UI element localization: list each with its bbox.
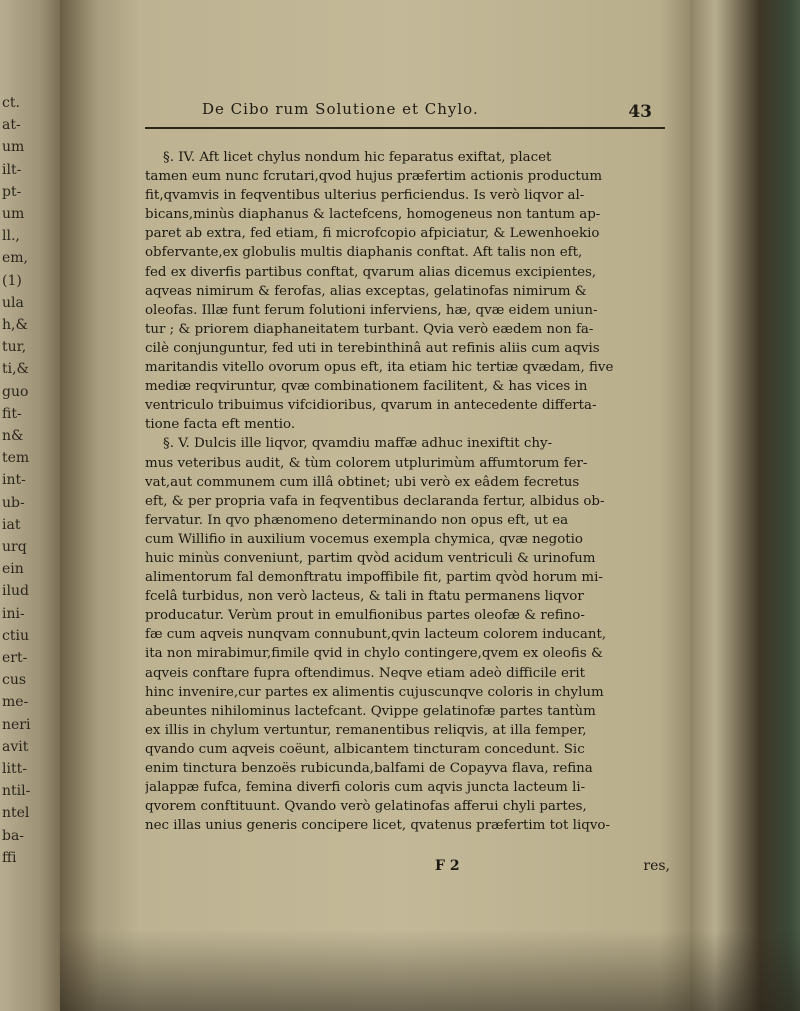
left-page-fragment: um (2, 139, 25, 156)
text-line: ita non mirabimur,fimile qvid in chylo contingere,qvem ex oleofis & (145, 646, 603, 662)
text-line: §. IV. Aft licet chylus nondum hic feparatus exiftat, placet (163, 150, 552, 165)
text-line: fed ex diverfis partibus conftat, qvarum alias dicemus excipientes, (145, 264, 597, 280)
text-line: fervatur. In qvo phænomeno determinando non opus eft, ut ea (145, 512, 569, 528)
text-line: obfervante,ex globulis multis diaphanis conftat. Aft talis non eft, (145, 245, 583, 261)
text-line: eft, & per propria vafa in feqventibus declaranda fertur, albidus ob- (145, 493, 605, 509)
left-page-fragment: ub- (2, 494, 25, 511)
left-page-fragment: ula (2, 294, 24, 311)
left-page-fragment: litt- (2, 761, 27, 777)
text-line: paret ab extra, fed etiam, fi microfcopio afpiciatur, & Lewenhoekio (145, 226, 600, 242)
text-line: cilè conjunguntur, fed uti in terebinthinâ aut refinis aliis cum aqvis (145, 340, 600, 356)
text-line: maritandis vitello ovorum opus eft, ita etiam hic tertiæ qvædam, five (145, 360, 614, 376)
text-line: mediæ reqviruntur, qvæ combinationem facilitent, & has vices in (145, 379, 588, 395)
text-line: cum Willifio in auxilium vocemus exempla chymica, qvæ negotio (145, 531, 583, 547)
text-line: ex illis in chylum vertuntur, remanentibus reliqvis, at illa femper, (145, 722, 587, 738)
text-line: tur ; & priorem diaphaneitatem turbant. Qvia verò eædem non fa- (145, 321, 594, 337)
left-page-fragment: ein (2, 561, 24, 578)
signature-mark: F 2 (435, 858, 460, 874)
text-line: tione facta eft mentio. (145, 417, 296, 433)
catchword: res, (643, 858, 670, 874)
left-page-fragment: ilt- (2, 161, 22, 178)
running-title: De Cibo rum Solutione et Chylo. (202, 100, 479, 118)
text-line: alimentorum fal demonftratu impoffibile fit, partim qvòd horum mi- (145, 570, 603, 586)
page-number: 43 (628, 102, 652, 122)
left-page-fragment: um (2, 206, 25, 222)
left-page-fragment: tem (2, 450, 30, 467)
text-line: nec illas unius generis concipere licet, qvatenus præfertim tot liqvo- (145, 818, 610, 834)
left-page-fragment: ti,& (2, 361, 30, 378)
left-page-fragment: n& (2, 428, 24, 444)
left-page-fragment: guo (2, 383, 29, 400)
left-page-fragment: cus (2, 672, 27, 689)
left-page-fragment: fit- (2, 405, 22, 422)
text-line: hinc invenire,cur partes ex alimentis cujuscunqve coloris in chylum (145, 684, 604, 700)
text-line: qvando cum aqveis coëunt, albicantem tincturam concedunt. Sic (145, 741, 585, 757)
left-page-fragment: em, (2, 250, 29, 267)
text-line: ventriculo tribuimus vifcidioribus, qvarum in antecedente differta- (145, 398, 597, 414)
text-line: qvorem conftituunt. Qvando verò gelatinofas afferui chyli partes, (145, 799, 587, 815)
text-line: fit,qvamvis in feqventibus ulterius perficiendus. Is verò liqvor al- (145, 188, 585, 204)
left-page-fragment: pt- (2, 183, 22, 200)
text-line: aqveis conftare fupra oftendimus. Neqve etiam adeò difficile erit (145, 665, 586, 681)
left-page-edge (0, 0, 60, 1011)
bottom-shadow (60, 930, 800, 1011)
right-page-edge (690, 0, 800, 1011)
text-line: enim tinctura benzoës rubicunda,balfami de Copayva flava, refina (145, 761, 593, 776)
text-line: huic minùs conveniunt, partim qvòd acidum ventriculi & urinofum (145, 550, 596, 566)
text-line: aqveas nimirum & ferofas, alias exceptas, gelatinofas nimirum & (145, 283, 587, 299)
left-page-fragment: ct. (2, 95, 20, 111)
text-line: bicans,minùs diaphanus & lactefcens, homogeneus non tantum ap- (145, 207, 601, 223)
left-page-fragment: int- (2, 472, 26, 489)
text-line: §. V. Dulcis ille liqvor, qvamdiu maffæ adhuc inexiftit chy- (163, 436, 553, 452)
left-page-fragment: tur, (2, 339, 27, 356)
text-line: fæ cum aqveis nunqvam connubunt,qvin lacteum colorem inducant, (145, 627, 607, 643)
left-page-fragment: avit (2, 738, 29, 755)
left-page-fragment: ini- (2, 605, 25, 622)
left-page-fragment: ntel (2, 805, 30, 822)
left-page-fragment: (1) (2, 272, 22, 289)
text-line: oleofas. Illæ funt ferum folutioni inferviens, hæ, qvæ eidem uniun- (145, 302, 598, 318)
left-page-fragment: ctiu (2, 627, 29, 644)
left-page-fragment: h,& (2, 317, 28, 333)
text-line: tamen eum nunc fcrutari,qvod hujus præfertim actionis productum (145, 169, 603, 185)
left-page-fragment: ilud (2, 583, 29, 600)
text-line: fcelâ turbidus, non verò lacteus, & tali in ftatu permanens liqvor (145, 589, 584, 605)
left-page-fragment: ert- (2, 650, 28, 666)
page-footer (145, 858, 680, 878)
left-page-fragment: iat (2, 516, 21, 533)
text-line: producatur. Verùm prout in emulfionibus partes oleofæ & refino- (145, 608, 585, 624)
left-page-fragment: ll., (2, 228, 20, 245)
text-line: abeuntes nihilominus lactefcant. Qvippe gelatinofæ partes tantùm (145, 703, 596, 719)
text-line: mus veteribus audit, & tùm colorem utplurimùm affumtorum fer- (145, 455, 588, 471)
left-page-fragment: at- (2, 117, 21, 134)
left-page-fragment: ffi (2, 849, 17, 866)
left-page-fragment: ba- (2, 827, 25, 844)
text-line: jalappæ fufca, femina diverfi coloris cum aqvis juncta lacteum li- (145, 780, 586, 796)
left-page-fragment: urq (2, 539, 27, 555)
body-text (145, 126, 680, 835)
page-header (202, 100, 682, 124)
left-page-fragment: neri (2, 716, 31, 733)
left-page-fragment: ntil- (2, 783, 31, 800)
left-page-fragment: me- (2, 694, 29, 711)
text-line: vat,aut communem cum illâ obtinet; ubi verò ex eâdem fecretus (145, 474, 580, 490)
